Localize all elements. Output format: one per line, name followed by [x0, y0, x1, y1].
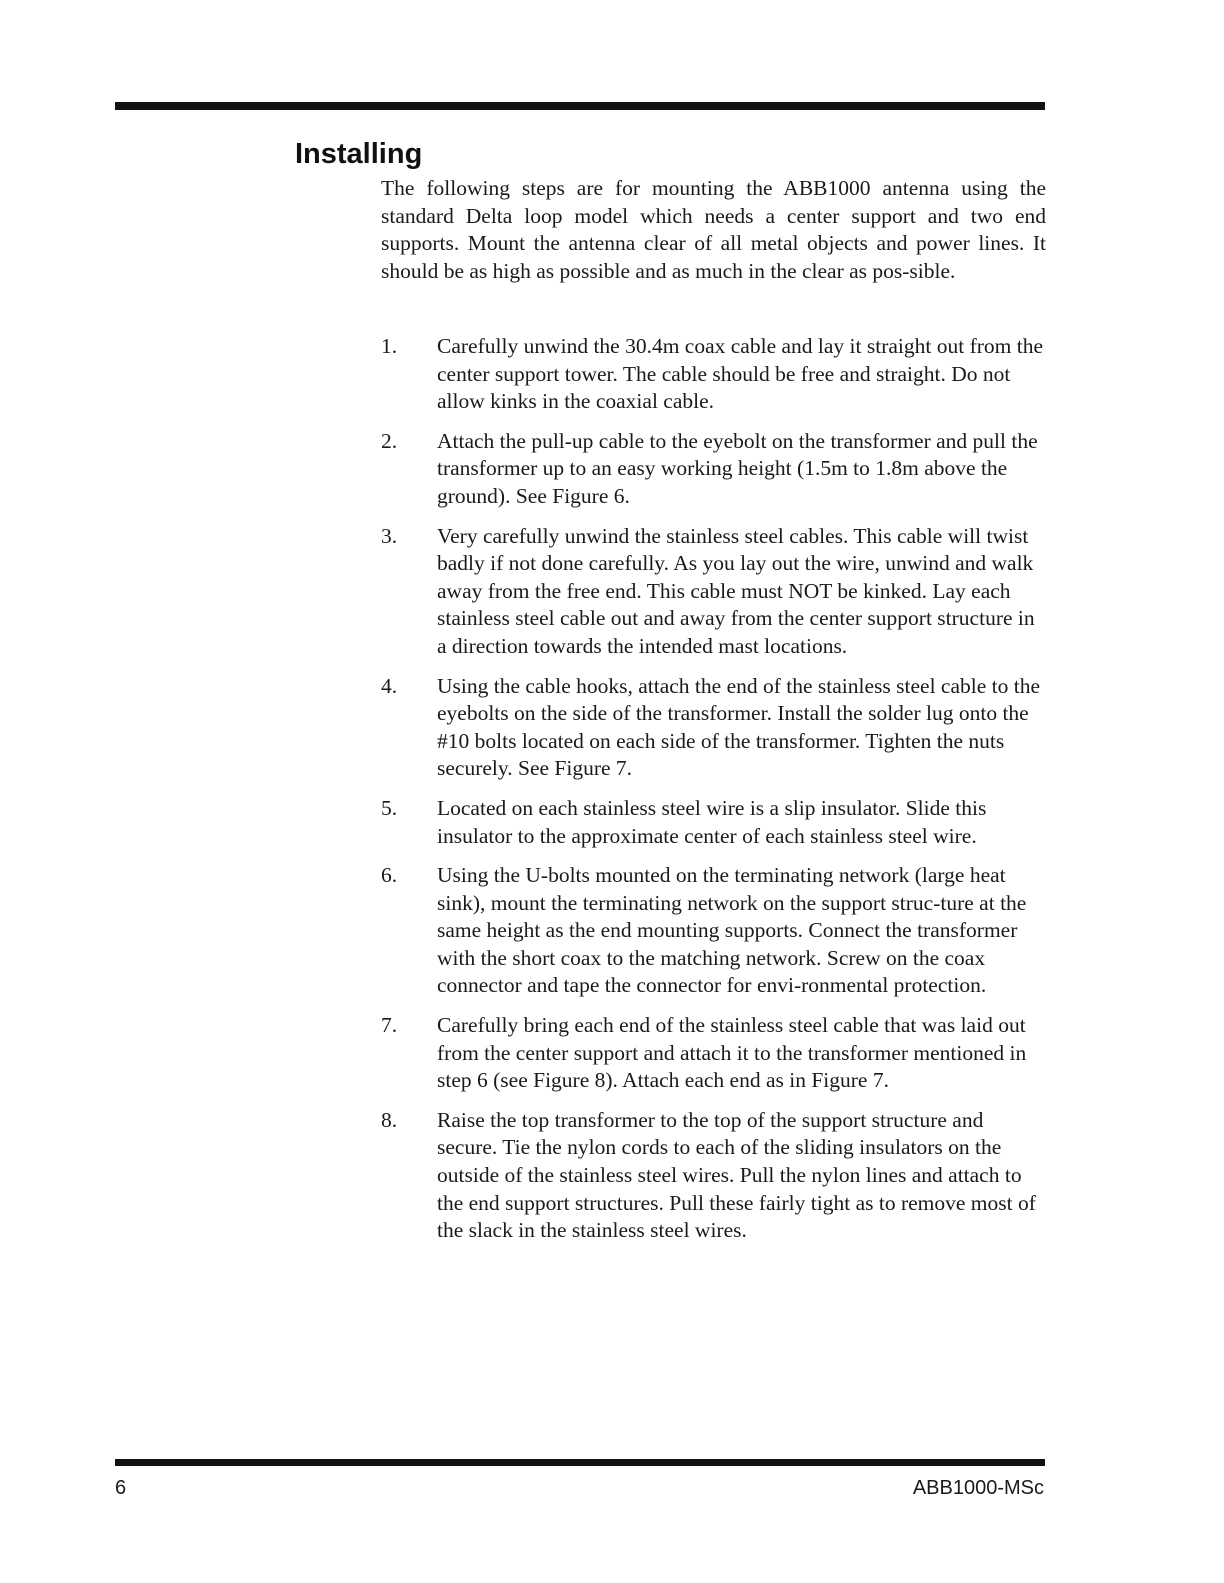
step-number: 2. [381, 428, 398, 453]
step-number: 4. [381, 673, 398, 698]
intro-paragraph: The following steps are for mounting the ABB1000 antenna using the standard Delta loop model which needs a center support and two end supports. Mount the antenna clear of all metal objects and power lines. It should be as high as possible and as much in the clear as pos-sible. [381, 176, 1046, 283]
step-text: Attach the pull-up cable to the eyebolt on the transformer and pull the transformer up to an easy working height (1.5m to 1.8m above the ground). See Figure 6. [437, 428, 1038, 508]
step-text: Very carefully unwind the stainless steel cables. This cable will twist badly if not done carefully. As you lay out the wire, unwind and walk away from the free end. This cable must NOT be kinked. Lay each stainless steel cable out and away from the center support structure in a direction towards the intended mast locations. [437, 523, 1035, 658]
step-number: 6. [381, 863, 398, 888]
step-item-8 [381, 1107, 1046, 1245]
step-number: 8. [381, 1107, 398, 1132]
step-text: Carefully bring each end of the stainless steel cable that was laid out from the center support and attach it to the transformer mentioned in step 6 (see Figure 8). Attach each end as in Figure 7. [437, 1013, 1027, 1093]
page-number: 6 [115, 1477, 127, 1499]
footer-rule [115, 1459, 1045, 1466]
step-text: Using the cable hooks, attach the end of the stainless steel cable to the eyebolts on the side of the transformer. Install the solder lug onto the #10 bolts located on each side of the transformer. Tighten the nuts securely. See Figure 7. [437, 673, 1041, 781]
step-number: 5. [381, 795, 398, 820]
step-text: Located on each stainless steel wire is a slip insulator. Slide this insulator to the approximate center of each stainless steel wire. [437, 795, 987, 848]
step-item-7 [381, 1012, 1046, 1095]
step-item-6 [381, 862, 1046, 1000]
step-item-3 [381, 523, 1046, 661]
step-text: Raise the top transformer to the top of the support structure and secure. Tie the nylon cords to each of the sliding insulators on the outside of the stainless steel wires. Pull the nylon lines and attach to the end support structures. Pull these fairly tight as to remove most of the slack in the stainless steel wires. [437, 1107, 1036, 1243]
step-item-1 [381, 333, 1046, 416]
step-text: Carefully unwind the 30.4m coax cable and lay it straight out from the center support tower. The cable should be free and straight. Do not allow kinks in the coaxial cable. [437, 334, 1044, 414]
step-item-4 [381, 673, 1046, 783]
header-rule [115, 102, 1045, 110]
section-heading: Installing [295, 138, 423, 170]
document-id: ABB1000-MSc [912, 1477, 1044, 1499]
step-number: 3. [381, 523, 398, 548]
step-number: 1. [381, 334, 398, 358]
step-item-5 [381, 795, 1046, 850]
step-item-2 [381, 428, 1046, 511]
installation-steps-list [381, 333, 1046, 1257]
step-number: 7. [381, 1013, 398, 1038]
step-text: Using the U-bolts mounted on the terminating network (large heat sink), mount the terminating network on the support struc-ture at the same height as the end mounting supports. Connect the transformer with the short coax to the matching network. Screw on the coax connector and tape the connector for envi-ronmental protection. [437, 863, 1027, 998]
